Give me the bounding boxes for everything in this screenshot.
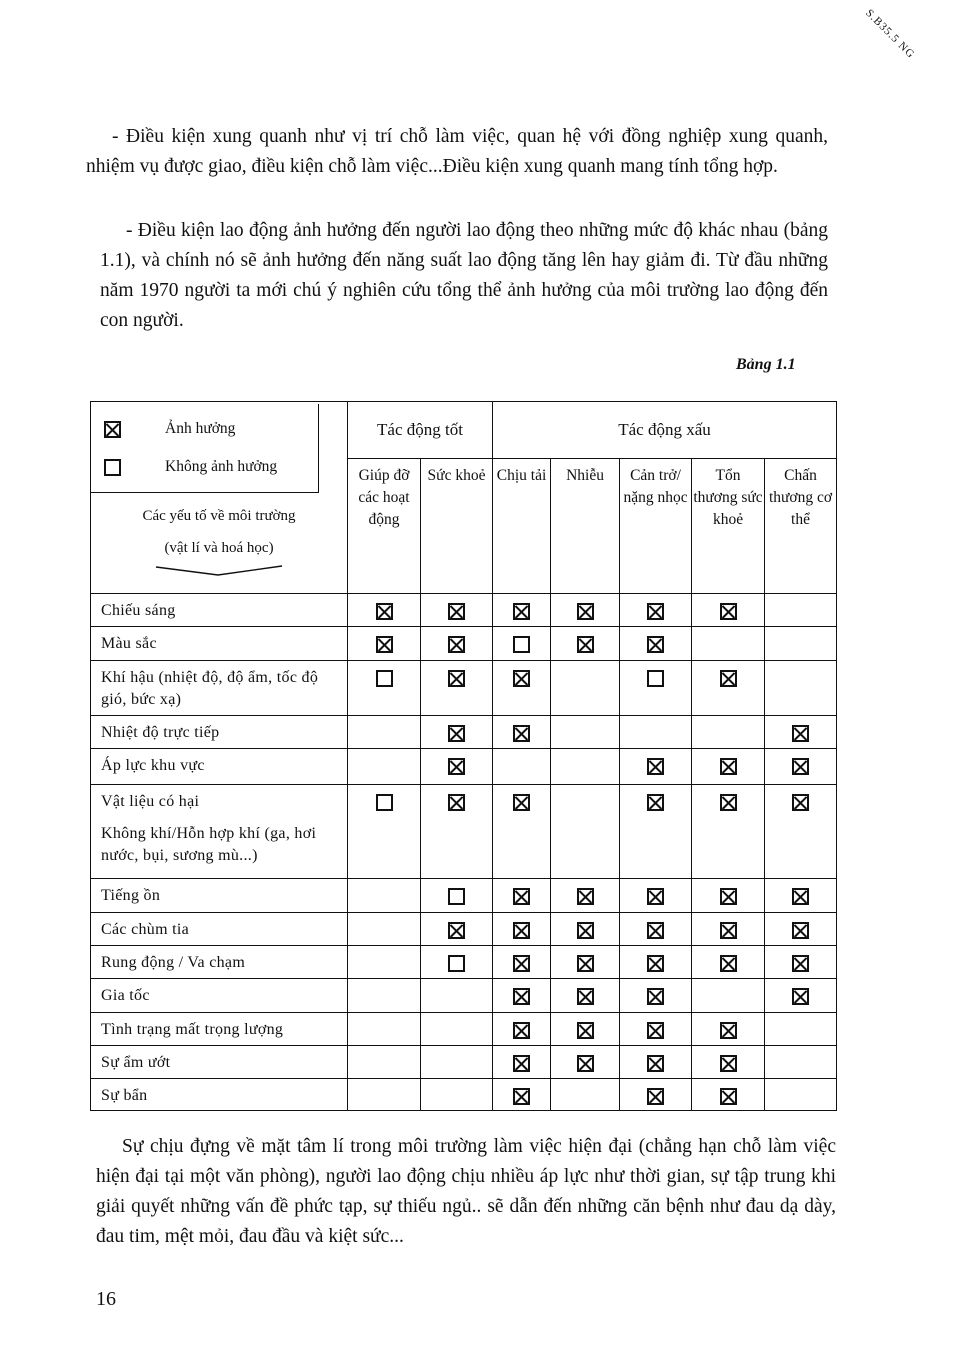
mark-cell <box>551 1013 620 1046</box>
checked-box-icon <box>448 922 465 939</box>
empty-box-icon <box>448 955 465 972</box>
environment-factors-table <box>90 401 837 1111</box>
mark-cell <box>765 913 837 946</box>
legend-affected <box>104 418 235 440</box>
mark-cell <box>551 913 620 946</box>
mark-cell <box>692 594 765 627</box>
mark-cell <box>493 716 551 749</box>
mark-cell <box>348 979 421 1013</box>
mark-cell <box>421 594 493 627</box>
factors-header-line1: Các yếu tố về môi trường <box>142 508 296 524</box>
mark-cell <box>551 627 620 661</box>
table-row <box>91 661 837 716</box>
row-label <box>91 661 348 716</box>
mark-cell <box>765 1046 837 1079</box>
mark-cell <box>348 627 421 661</box>
mark-cell <box>551 785 620 879</box>
mark-cell <box>692 1079 765 1111</box>
checked-box-icon <box>720 888 737 905</box>
checked-box-icon <box>448 725 465 742</box>
checked-box-icon <box>577 888 594 905</box>
mark-cell <box>551 661 620 716</box>
checked-box-icon <box>647 794 664 811</box>
mark-cell <box>421 749 493 785</box>
mark-cell <box>620 1046 692 1079</box>
mark-cell <box>765 594 837 627</box>
mark-cell <box>620 594 692 627</box>
row-label-text: Sự bẩn <box>101 1087 148 1104</box>
checked-box-icon <box>513 955 530 972</box>
empty-box-icon <box>448 888 465 905</box>
mark-cell <box>620 1079 692 1111</box>
column-header: Tổn thương sức khoẻ <box>692 459 765 594</box>
row-label <box>91 879 348 913</box>
mark-cell <box>620 913 692 946</box>
checked-box-icon <box>720 670 737 687</box>
table-row <box>91 979 837 1013</box>
checked-box-icon <box>577 636 594 653</box>
paragraph-surroundings: - Điều kiện xung quanh như vị trí chỗ làm việc, quan hệ với đồng nghiệp xung quanh, nhiệm vụ được giao, điều kiện chỗ làm việc...Điều kiện xung quanh mang tính tổng hợp. <box>86 126 828 177</box>
mark-cell <box>493 879 551 913</box>
checked-box-icon <box>792 725 809 742</box>
mark-cell <box>493 785 551 879</box>
legend-not-affected <box>104 456 277 478</box>
checked-box-icon <box>513 888 530 905</box>
mark-cell <box>421 946 493 979</box>
mark-cell <box>765 1079 837 1111</box>
mark-cell <box>765 716 837 749</box>
mark-cell <box>493 594 551 627</box>
mark-cell <box>348 879 421 913</box>
column-header: Nhiễu <box>551 459 620 594</box>
mark-cell <box>348 946 421 979</box>
row-label-text: Tiếng ồn <box>101 887 161 904</box>
mark-cell <box>692 785 765 879</box>
mark-cell <box>620 627 692 661</box>
mark-cell <box>765 785 837 879</box>
mark-cell <box>692 749 765 785</box>
checked-box-icon <box>513 670 530 687</box>
checked-box-icon <box>792 988 809 1005</box>
mark-cell <box>421 1079 493 1111</box>
checked-box-icon <box>513 794 530 811</box>
library-stamp: S.B35.5 NG <box>863 7 917 61</box>
mark-cell <box>765 946 837 979</box>
row-label <box>91 1079 348 1111</box>
mark-cell <box>765 1013 837 1046</box>
checked-box-icon <box>448 603 465 620</box>
group-good-header: Tác động tốt <box>348 402 493 459</box>
checked-box-icon <box>647 955 664 972</box>
table-row <box>91 785 837 879</box>
checked-box-icon <box>720 794 737 811</box>
legend-affected-label: Ảnh hưởng <box>165 420 236 437</box>
row-label <box>91 1013 348 1046</box>
mark-cell <box>348 913 421 946</box>
column-header: Chịu tải <box>493 459 551 594</box>
checked-box-icon <box>513 922 530 939</box>
mark-cell <box>421 879 493 913</box>
row-label-text: Màu sắc <box>101 635 157 652</box>
mark-cell <box>493 1079 551 1111</box>
group-bad-header: Tác động xấu <box>493 402 837 459</box>
row-label <box>91 627 348 661</box>
row-label-text: Sự ẩm ướt <box>101 1054 171 1071</box>
mark-cell <box>765 879 837 913</box>
mark-cell <box>692 979 765 1013</box>
mark-cell <box>692 1046 765 1079</box>
table-row <box>91 749 837 785</box>
row-label-text: Chiếu sáng <box>101 602 176 619</box>
row-label-text: Khí hậu (nhiệt độ, độ ẩm, tốc độ gió, bức xạ) <box>101 669 319 708</box>
mark-cell <box>348 1046 421 1079</box>
checked-box-icon <box>647 1055 664 1072</box>
legend <box>90 404 319 493</box>
mark-cell <box>421 785 493 879</box>
empty-box-icon <box>104 459 121 476</box>
mark-cell <box>551 946 620 979</box>
row-label <box>91 913 348 946</box>
mark-cell <box>348 1013 421 1046</box>
mark-cell <box>493 1046 551 1079</box>
mark-cell <box>620 785 692 879</box>
row-label-text: Các chùm tia <box>101 921 190 938</box>
checked-box-icon <box>792 888 809 905</box>
mark-cell <box>692 716 765 749</box>
mark-cell <box>421 979 493 1013</box>
row-label <box>91 749 348 785</box>
mark-cell <box>692 946 765 979</box>
checked-box-icon <box>448 794 465 811</box>
checked-box-icon <box>720 922 737 939</box>
row-label <box>91 1046 348 1079</box>
checked-box-icon <box>577 1022 594 1039</box>
checked-box-icon <box>577 603 594 620</box>
mark-cell <box>765 749 837 785</box>
mark-cell <box>692 627 765 661</box>
table-row <box>91 1046 837 1079</box>
mark-cell <box>765 979 837 1013</box>
checked-box-icon <box>720 955 737 972</box>
empty-box-icon <box>647 670 664 687</box>
factors-header-line2: (vật lí và hoá học) <box>164 540 274 556</box>
mark-cell <box>551 749 620 785</box>
table-row <box>91 594 837 627</box>
table-row <box>91 1079 837 1111</box>
arrow-icon <box>154 564 284 578</box>
row-label-text: Tình trạng mất trọng lượng <box>101 1021 284 1038</box>
mark-cell <box>493 1013 551 1046</box>
checked-box-icon <box>720 1088 737 1105</box>
checked-box-icon <box>647 603 664 620</box>
checked-box-icon <box>513 603 530 620</box>
column-header: Cản trở/ nặng nhọc <box>620 459 692 594</box>
mark-cell <box>692 661 765 716</box>
mark-cell <box>421 1013 493 1046</box>
row-label <box>91 979 348 1013</box>
row-label-text: Áp lực khu vực <box>101 757 205 774</box>
factors-header-cell <box>91 402 348 594</box>
row-label-text-secondary: Không khí/Hỗn hợp khí (ga, hơi nước, bụi, sương mù...) <box>101 825 317 864</box>
checked-box-icon <box>647 1022 664 1039</box>
checked-box-icon <box>577 988 594 1005</box>
checked-box-icon <box>647 922 664 939</box>
checked-box-icon <box>513 725 530 742</box>
checked-box-icon <box>577 1055 594 1072</box>
column-header: Giúp đỡ các hoạt động <box>348 459 421 594</box>
row-label <box>91 785 348 879</box>
checked-box-icon <box>376 636 393 653</box>
table-row <box>91 627 837 661</box>
mark-cell <box>348 785 421 879</box>
mark-cell <box>620 879 692 913</box>
mark-cell <box>620 661 692 716</box>
mark-cell <box>493 946 551 979</box>
row-label <box>91 716 348 749</box>
mark-cell <box>551 716 620 749</box>
mark-cell <box>620 1013 692 1046</box>
mark-cell <box>765 627 837 661</box>
mark-cell <box>421 913 493 946</box>
row-label-text: Rung động / Va chạm <box>101 954 246 971</box>
checked-box-icon <box>513 1022 530 1039</box>
mark-cell <box>348 661 421 716</box>
mark-cell <box>493 979 551 1013</box>
row-label-text: Nhiệt độ trực tiếp <box>101 724 220 741</box>
mark-cell <box>421 661 493 716</box>
table-row <box>91 716 837 749</box>
checked-box-icon <box>448 636 465 653</box>
checked-box-icon <box>792 922 809 939</box>
checked-box-icon <box>513 1055 530 1072</box>
row-label <box>91 946 348 979</box>
column-header: Sức khoẻ <box>421 459 493 594</box>
mark-cell <box>551 1079 620 1111</box>
mark-cell <box>765 661 837 716</box>
row-label-text: Vật liệu có hại <box>101 793 200 810</box>
row-label <box>91 594 348 627</box>
mark-cell <box>421 716 493 749</box>
checked-box-icon <box>792 794 809 811</box>
checked-box-icon <box>577 922 594 939</box>
mark-cell <box>692 913 765 946</box>
mark-cell <box>493 661 551 716</box>
mark-cell <box>348 749 421 785</box>
checked-box-icon <box>448 670 465 687</box>
mark-cell <box>348 716 421 749</box>
empty-box-icon <box>376 670 393 687</box>
checked-box-icon <box>720 1055 737 1072</box>
factors-header <box>91 500 347 578</box>
checked-box-icon <box>376 603 393 620</box>
checked-box-icon <box>104 421 121 438</box>
mark-cell <box>620 716 692 749</box>
empty-box-icon <box>513 636 530 653</box>
checked-box-icon <box>647 758 664 775</box>
mark-cell <box>421 627 493 661</box>
table-row <box>91 879 837 913</box>
mark-cell <box>620 749 692 785</box>
checked-box-icon <box>577 955 594 972</box>
checked-box-icon <box>448 758 465 775</box>
checked-box-icon <box>792 758 809 775</box>
checked-box-icon <box>647 1088 664 1105</box>
mark-cell <box>493 749 551 785</box>
mark-cell <box>348 1079 421 1111</box>
table-row <box>91 1013 837 1046</box>
checked-box-icon <box>647 888 664 905</box>
checked-box-icon <box>720 758 737 775</box>
checked-box-icon <box>513 988 530 1005</box>
mark-cell <box>692 1013 765 1046</box>
checked-box-icon <box>720 1022 737 1039</box>
mark-cell <box>421 1046 493 1079</box>
empty-box-icon <box>376 794 393 811</box>
checked-box-icon <box>792 955 809 972</box>
checked-box-icon <box>647 988 664 1005</box>
legend-not-affected-label: Không ảnh hưởng <box>165 458 278 475</box>
page-number: 16 <box>96 1288 116 1310</box>
mark-cell <box>348 594 421 627</box>
mark-cell <box>551 879 620 913</box>
mark-cell <box>493 913 551 946</box>
checked-box-icon <box>647 636 664 653</box>
table-row <box>91 946 837 979</box>
mark-cell <box>620 946 692 979</box>
checked-box-icon <box>513 1088 530 1105</box>
row-label-text: Gia tốc <box>101 987 150 1004</box>
column-header: Chấn thương cơ thể <box>765 459 837 594</box>
table-caption: Bảng 1.1 <box>736 356 796 373</box>
mark-cell <box>692 879 765 913</box>
mark-cell <box>551 979 620 1013</box>
mark-cell <box>620 979 692 1013</box>
mark-cell <box>551 594 620 627</box>
table-row <box>91 913 837 946</box>
paragraph-psychological: Sự chịu đựng về mặt tâm lí trong môi trường làm việc hiện đại (chẳng hạn chỗ làm việc hiện đại tại một văn phòng), người lao động chịu nhiều áp lực như thời gian, sự tập trung khi giải quyết những vấn đề phức tạp, sự thiếu ngủ.. sẽ dẫn đến những căn bệnh như đau dạ dày, đau tim, mệt mỏi, đau đầu và kiệt sức... <box>96 1136 836 1247</box>
mark-cell <box>551 1046 620 1079</box>
paragraph-working-conditions: - Điều kiện lao động ảnh hưởng đến người lao động theo những mức độ khác nhau (bảng 1.1), và chính nó sẽ ảnh hưởng đến năng suất lao động tăng lên hay giảm đi. Từ đầu những năm 1970 người ta mới chú ý nghiên cứu tổng thể ảnh hưởng của môi trường lao động đến con người. <box>100 220 828 331</box>
checked-box-icon <box>720 603 737 620</box>
mark-cell <box>493 627 551 661</box>
